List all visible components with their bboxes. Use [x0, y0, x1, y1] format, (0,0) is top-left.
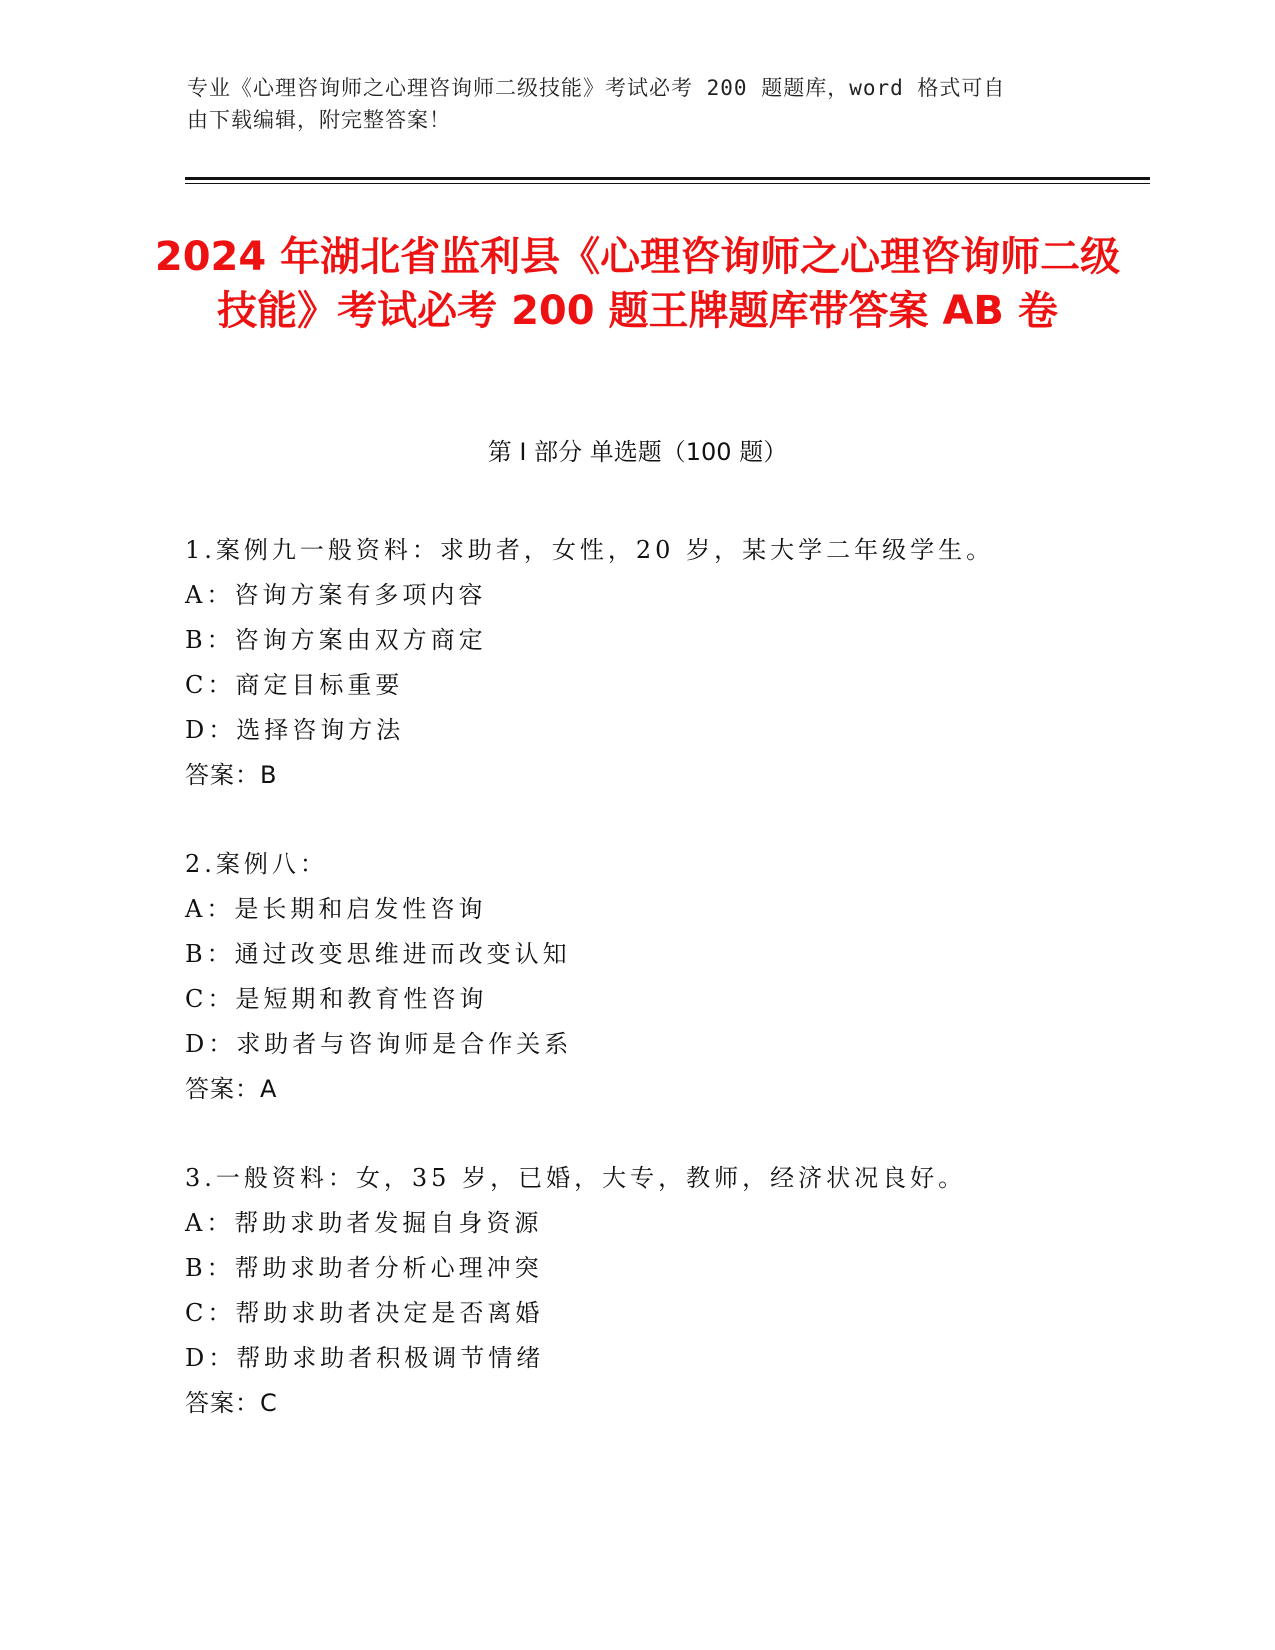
- answer-line: 答案：B: [185, 761, 278, 789]
- question-list: [185, 528, 1145, 1470]
- answer-line: 答案：A: [185, 1075, 278, 1103]
- question-item: [185, 528, 1145, 798]
- question-item: [185, 842, 1145, 1112]
- option-c: C：帮助求助者决定是否离婚: [185, 1299, 544, 1327]
- answer-line: 答案：C: [185, 1389, 278, 1417]
- option-b: B：通过改变思维进而改变认知: [185, 940, 571, 968]
- option-d: D：帮助求助者积极调节情绪: [185, 1344, 545, 1372]
- header-divider-thin: [185, 183, 1150, 184]
- document-title: 2024 年湖北省监利县《心理咨询师之心理咨询师二级技能》考试必考 200 题王牌题库带答案 AB 卷: [154, 234, 1121, 334]
- header-note: 专业《心理咨询师之心理咨询师二级技能》考试必考 200 题题库，word 格式可自 由下载编辑，附完整答案！: [187, 76, 1006, 132]
- option-b: B：帮助求助者分析心理冲突: [185, 1254, 543, 1282]
- section-heading: 第 I 部分 单选题（100 题）: [487, 438, 788, 466]
- option-a: A：咨询方案有多项内容: [185, 581, 487, 609]
- question-item: [185, 1156, 1145, 1426]
- option-d: D：选择咨询方法: [185, 716, 405, 744]
- option-c: C：商定目标重要: [185, 671, 404, 699]
- question-stem: 2.案例八：: [185, 850, 328, 878]
- option-b: B：咨询方案由双方商定: [185, 626, 487, 654]
- question-stem: 3.一般资料：女，35 岁，已婚，大专，教师，经济状况良好。: [185, 1164, 967, 1192]
- option-d: D：求助者与咨询师是合作关系: [185, 1030, 573, 1058]
- header-divider-thick: [185, 177, 1150, 180]
- option-c: C：是短期和教育性咨询: [185, 985, 488, 1013]
- question-stem: 1.案例九一般资料：求助者，女性，20 岁，某大学二年级学生。: [185, 536, 995, 564]
- option-a: A：是长期和启发性咨询: [185, 895, 487, 923]
- option-a: A：帮助求助者发掘自身资源: [185, 1209, 543, 1237]
